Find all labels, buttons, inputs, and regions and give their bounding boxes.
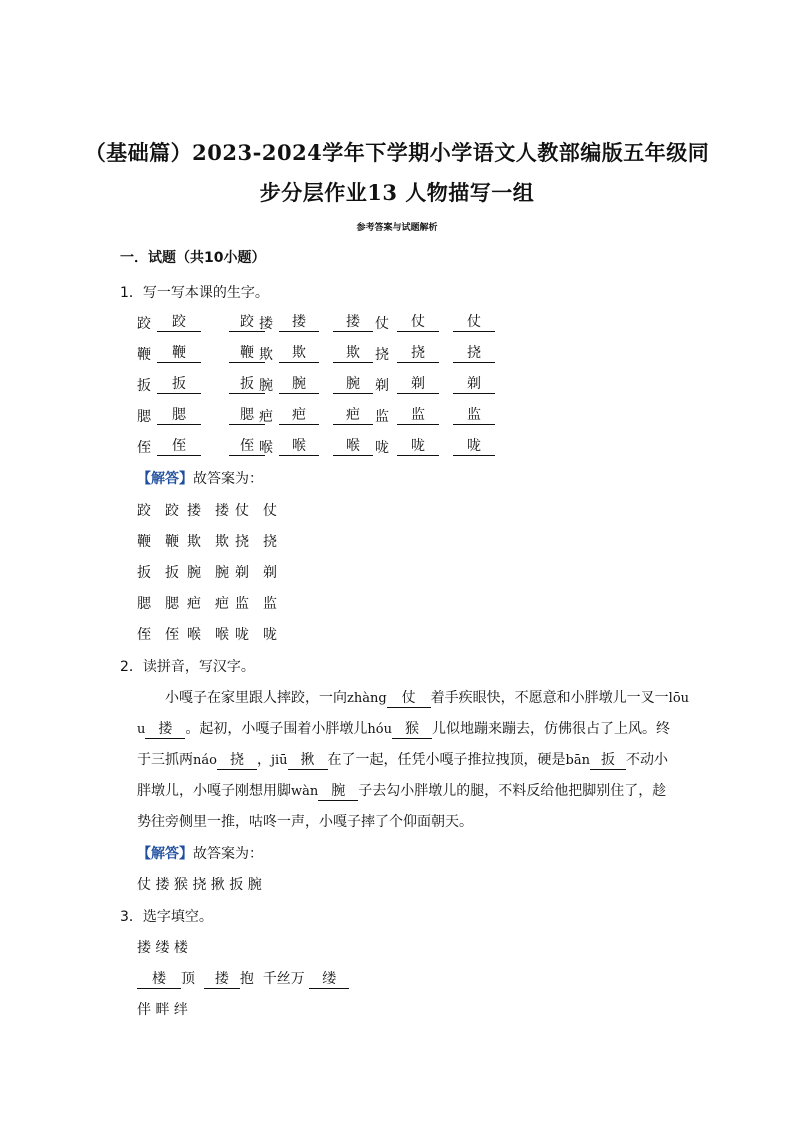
answer-blank: 挠 — [453, 344, 495, 363]
answer-blank: 扳 — [229, 375, 265, 394]
answer-blank: 搂 — [204, 970, 240, 989]
answer-char: 监 — [263, 596, 277, 612]
answer-char: 喉 — [187, 627, 201, 643]
answer-blank: 欺 — [333, 344, 373, 363]
answer-blank: 疤 — [279, 406, 319, 425]
pinyin: hóu — [367, 722, 392, 737]
answer-char: 搂 — [187, 503, 201, 519]
passage-text: 子去勾小胖墩儿的腿，不料反给他把脚别住了，趁 — [358, 783, 667, 799]
answer-bracket: 【解答】 — [137, 846, 193, 862]
answer-blank: 腕 — [279, 375, 319, 394]
answer-char: 挠 — [263, 534, 277, 550]
answer-blank: 搂 — [279, 313, 319, 332]
answer-char: 腕 — [215, 565, 229, 581]
answer-blank: 侄 — [157, 437, 201, 456]
pinyin: bān — [565, 753, 590, 768]
passage-text: 势往旁侧里一推，咕咚一声，小嘎子摔了个仰面朝天。 — [137, 814, 473, 830]
passage-line — [137, 745, 677, 776]
answer-char: 欺 — [187, 534, 201, 550]
given-char: 腮 — [137, 409, 151, 425]
answer-char: 鞭 — [137, 534, 151, 550]
answer-blank: 楼 — [137, 970, 181, 989]
answer-char: 侄 — [165, 627, 179, 643]
answer-char: 腮 — [137, 596, 151, 612]
answer-label-text: 故答案为： — [193, 471, 263, 487]
answer-label-text: 故答案为： — [193, 846, 263, 862]
given-char: 喉 — [259, 440, 273, 456]
passage-text: ， — [256, 752, 271, 768]
answer-char: 侄 — [137, 627, 151, 643]
passage-line — [137, 807, 677, 837]
passage-text: 儿似地蹦来蹦去，仿佛很占了上风。终 — [431, 721, 670, 737]
fill-text: 千丝万 — [262, 971, 305, 987]
answer-char: 疤 — [187, 596, 201, 612]
question-3-char-group-2: 伴 畔 绊 — [137, 1002, 188, 1018]
answer-blank: 扳 — [590, 751, 626, 770]
document-title-line2: 步分层作业13 人物描写一组 — [259, 180, 535, 205]
question-2-prompt: 2．读拼音，写汉字。 — [120, 659, 255, 675]
given-char: 疤 — [259, 409, 273, 425]
answer-char: 监 — [235, 596, 249, 612]
answer-char: 挠 — [235, 534, 249, 550]
answer-char: 喉 — [215, 627, 229, 643]
pinyin: náo — [193, 753, 217, 768]
answer-char: 剃 — [235, 565, 249, 581]
pinyin: jiū — [270, 753, 288, 768]
passage-text: 。起初，小嘎子围着小胖墩儿 — [185, 721, 368, 737]
answer-blank: 咙 — [453, 437, 495, 456]
given-char: 监 — [375, 409, 389, 425]
answer-blank: 搂 — [145, 720, 185, 739]
answer-blank: 鞭 — [229, 344, 265, 363]
question-2-answer: 仗 搂 猴 挠 揪 扳 腕 — [137, 877, 262, 893]
given-char: 侄 — [137, 440, 151, 456]
passage-text: 小嘎子在家里跟人摔跤，一向 — [165, 690, 347, 706]
given-char: 仗 — [375, 316, 389, 332]
passage-line — [137, 776, 677, 807]
answer-char: 咙 — [263, 627, 277, 643]
answer-char: 剃 — [263, 565, 277, 581]
given-char: 腕 — [259, 378, 273, 394]
answer-char: 咙 — [235, 627, 249, 643]
given-char: 搂 — [259, 316, 273, 332]
answer-blank: 揪 — [288, 751, 328, 770]
passage-text: 于三抓两 — [137, 752, 193, 768]
answer-char: 仗 — [263, 503, 277, 519]
passage-text: 着手疾眼快，不愿意和小胖墩儿一叉一 — [430, 690, 669, 706]
answer-blank: 侄 — [229, 437, 265, 456]
answer-char: 欺 — [215, 534, 229, 550]
answer-blank: 跤 — [157, 313, 201, 332]
given-char: 剃 — [375, 378, 389, 394]
answer-blank: 监 — [453, 406, 495, 425]
answer-char: 搂 — [215, 503, 229, 519]
answer-char: 仗 — [235, 503, 249, 519]
question-3-prompt: 3．选字填空。 — [120, 909, 213, 925]
answer-blank: 挠 — [217, 751, 257, 770]
answer-blank: 咙 — [397, 437, 439, 456]
question-2-passage — [137, 683, 690, 837]
fill-text: 顶 — [181, 971, 195, 987]
answer-blank: 鞭 — [157, 344, 201, 363]
given-char: 挠 — [375, 347, 389, 363]
document-subtitle: 参考答案与试题解析 — [356, 223, 438, 233]
answer-blank: 跤 — [229, 313, 265, 332]
answer-blank: 搂 — [333, 313, 373, 332]
answer-blank: 腕 — [318, 782, 358, 801]
document-title-line1: （基础篇）2023-2024学年下学期小学语文人教部编版五年级同 — [84, 140, 710, 165]
question-1-prompt: 1．写一写本课的生字。 — [120, 285, 269, 301]
answer-char: 疤 — [215, 596, 229, 612]
passage-text: 胖墩儿，小嘎子刚想用脚 — [137, 783, 291, 799]
answer-blank: 仗 — [387, 689, 431, 708]
answer-blank: 挠 — [397, 344, 439, 363]
passage-text: 在了一起，任凭小嘎子推拉拽顶，硬是 — [327, 752, 566, 768]
question-1-answer-label — [137, 468, 263, 488]
given-char: 咙 — [375, 440, 389, 456]
question-2-answer-label — [137, 843, 263, 863]
answer-blank: 欺 — [279, 344, 319, 363]
fill-text: 抱 — [239, 971, 254, 987]
answer-blank: 疤 — [333, 406, 373, 425]
answer-blank: 喉 — [333, 437, 373, 456]
pinyin: zhàng — [347, 691, 387, 706]
answer-char: 扳 — [137, 565, 151, 581]
answer-blank: 喉 — [279, 437, 319, 456]
answer-blank: 监 — [397, 406, 439, 425]
pinyin: wàn — [291, 784, 319, 799]
question-3-char-group-1: 搂 缕 楼 — [137, 940, 188, 956]
question-3-fill-row — [137, 968, 349, 989]
answer-blank: 腮 — [157, 406, 201, 425]
answer-char: 腕 — [187, 565, 201, 581]
answer-blank: 仗 — [453, 313, 495, 332]
answer-blank: 剃 — [397, 375, 439, 394]
answer-blank: 猴 — [392, 720, 432, 739]
answer-blank: 扳 — [157, 375, 201, 394]
given-char: 欺 — [259, 347, 273, 363]
passage-line — [137, 714, 677, 745]
passage-text: 不动小 — [625, 752, 668, 768]
answer-char: 跤 — [137, 503, 151, 519]
answer-char: 跤 — [165, 503, 179, 519]
answer-char: 鞭 — [165, 534, 179, 550]
answer-char: 扳 — [165, 565, 179, 581]
passage-line — [137, 683, 690, 714]
given-char: 扳 — [137, 378, 151, 394]
answer-blank: 腮 — [229, 406, 265, 425]
answer-blank: 缕 — [309, 970, 349, 989]
answer-bracket: 【解答】 — [137, 471, 193, 487]
answer-char: 腮 — [165, 596, 179, 612]
given-char: 跤 — [137, 316, 151, 332]
section-heading: 一．试题（共10小题） — [120, 250, 266, 266]
answer-blank: 腕 — [333, 375, 373, 394]
answer-blank: 剃 — [453, 375, 495, 394]
pinyin: lōu — [668, 691, 690, 706]
pinyin: u — [137, 722, 146, 737]
given-char: 鞭 — [137, 347, 151, 363]
answer-blank: 仗 — [397, 313, 439, 332]
